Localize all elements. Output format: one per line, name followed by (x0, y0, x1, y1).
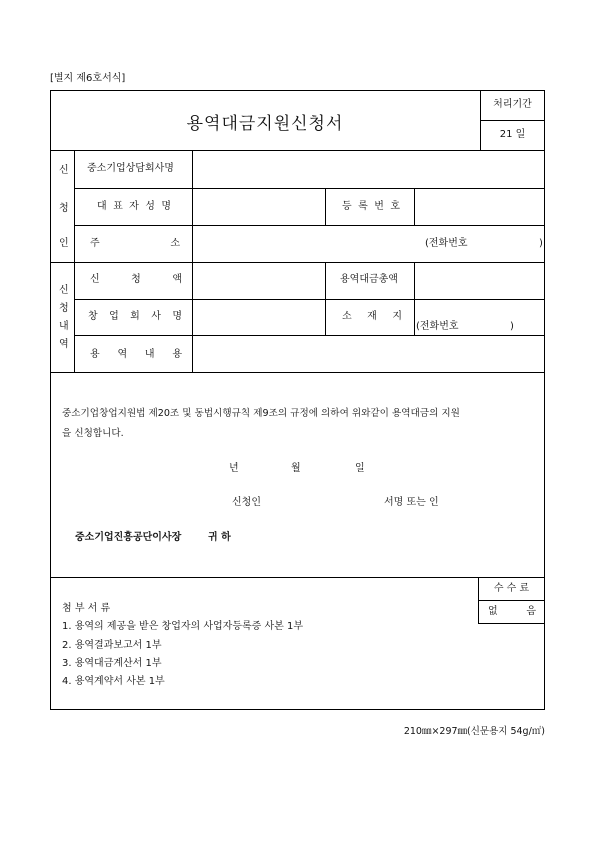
total-fee-label: 용역대금총액 (340, 274, 398, 285)
paper-spec-footer: 210㎜×297㎜(신문용지 54g/㎡) (403, 726, 545, 737)
details-phone-label: (전화번호 (416, 321, 459, 332)
details-group-char: 신 (59, 285, 69, 296)
details-group-char: 역 (59, 339, 69, 350)
label-char: 사 (151, 311, 161, 322)
applicant-signature-label: 신청인 (232, 497, 261, 508)
applicant-name-field[interactable] (270, 492, 380, 512)
statement-line-1: 중소기업창업지원법 제20조 및 동법시행규칙 제9조의 규정에 의하여 위와같이 용역대금의 지원 (62, 408, 460, 419)
divider (74, 188, 545, 189)
divider (50, 262, 545, 263)
label-char: 재 (367, 311, 377, 322)
registration-number-field[interactable] (416, 190, 543, 223)
company-name-field[interactable] (194, 152, 543, 186)
applicant-phone-label: (전화번호 (425, 238, 468, 249)
divider (74, 225, 545, 226)
form-title: 용역대금지원신청서 (186, 114, 344, 134)
registration-number-label (342, 201, 400, 213)
applicant-group-char: 신 (59, 165, 69, 176)
attachment-item: 3. 용역대금계산서 1부 (62, 658, 162, 669)
label-char: 창 (88, 311, 98, 322)
representative-name-field[interactable] (194, 190, 323, 223)
statement-line-2: 을 신청합니다. (62, 428, 124, 439)
label-char: 역 (117, 349, 128, 360)
label-char: 록 (358, 201, 368, 212)
divider (74, 262, 75, 372)
label-char: 지 (392, 311, 402, 322)
recipient-honorific: 귀 하 (208, 532, 231, 543)
fee-label: 수 수 료 (493, 583, 530, 594)
date-year-label: 년 (229, 463, 239, 474)
applicant-group-char: 청 (59, 203, 69, 214)
attachment-item: 2. 용역결과보고서 1부 (62, 640, 162, 651)
divider (414, 262, 415, 335)
total-fee-field[interactable] (416, 264, 543, 297)
label-char: 신 (90, 274, 100, 285)
divider (50, 577, 545, 578)
label-char: 주 (90, 238, 100, 249)
details-phone-close: ) (510, 321, 514, 332)
form-number: [별지 제6호서식] (50, 73, 126, 84)
label-char: 내 (144, 349, 155, 360)
divider (50, 372, 545, 373)
address-label (90, 238, 180, 250)
label-char: 자 (129, 201, 139, 212)
company-label: 중소기업상담회사명 (87, 163, 174, 174)
label-char: 회 (130, 311, 140, 322)
address-field[interactable] (194, 227, 543, 260)
date-month-label: 월 (291, 463, 301, 474)
processing-period-label: 처리기간 (493, 99, 532, 110)
startup-company-field[interactable] (194, 301, 323, 333)
fee-value (488, 606, 536, 618)
label-char: 성 (145, 201, 155, 212)
label-char: 명 (172, 311, 182, 322)
divider (74, 335, 545, 336)
divider (325, 188, 326, 225)
attachment-item: 4. 용역계약서 사본 1부 (62, 676, 165, 687)
label-char: 소 (342, 311, 352, 322)
representative-label (97, 201, 171, 213)
service-content-label (90, 349, 182, 361)
divider (50, 150, 545, 151)
fee-value-char: 음 (526, 606, 536, 617)
label-char: 등 (342, 201, 352, 212)
label-char: 호 (390, 201, 400, 212)
startup-company-label (88, 311, 182, 323)
requested-amount-field[interactable] (194, 264, 323, 297)
attachments-heading: 첨 부 서 류 (62, 603, 111, 614)
divider (414, 188, 415, 225)
divider (74, 150, 75, 262)
attachment-item: 1. 용역의 제공을 받은 창업자의 사업자등록증 사본 1부 (62, 621, 304, 632)
applicant-phone-close: ) (539, 238, 543, 249)
label-char: 용 (172, 349, 182, 360)
label-char: 용 (90, 349, 100, 360)
label-char: 액 (172, 274, 182, 285)
details-group-char: 청 (59, 303, 69, 314)
divider (74, 299, 545, 300)
details-group-char: 내 (59, 321, 69, 332)
divider (480, 120, 545, 121)
divider (325, 262, 326, 335)
divider (192, 150, 193, 262)
label-char: 업 (109, 311, 119, 322)
fee-value-char: 없 (488, 606, 498, 617)
divider (478, 623, 545, 624)
date-day-label: 일 (355, 463, 365, 474)
applicant-group-char: 인 (59, 238, 69, 249)
recipient: 중소기업진흥공단이사장 (75, 532, 182, 543)
signature-label: 서명 또는 인 (384, 497, 439, 508)
label-char: 대 (97, 201, 107, 212)
divider (192, 262, 193, 372)
label-char: 청 (131, 274, 141, 285)
label-char: 번 (374, 201, 384, 212)
requested-amount-label (90, 274, 182, 286)
label-char: 소 (170, 238, 180, 249)
service-content-field[interactable] (194, 337, 543, 370)
processing-period-value: 21 일 (499, 129, 526, 140)
label-char: 명 (161, 201, 171, 212)
divider (478, 600, 545, 601)
label-char: 표 (113, 201, 123, 212)
location-label (342, 311, 402, 323)
